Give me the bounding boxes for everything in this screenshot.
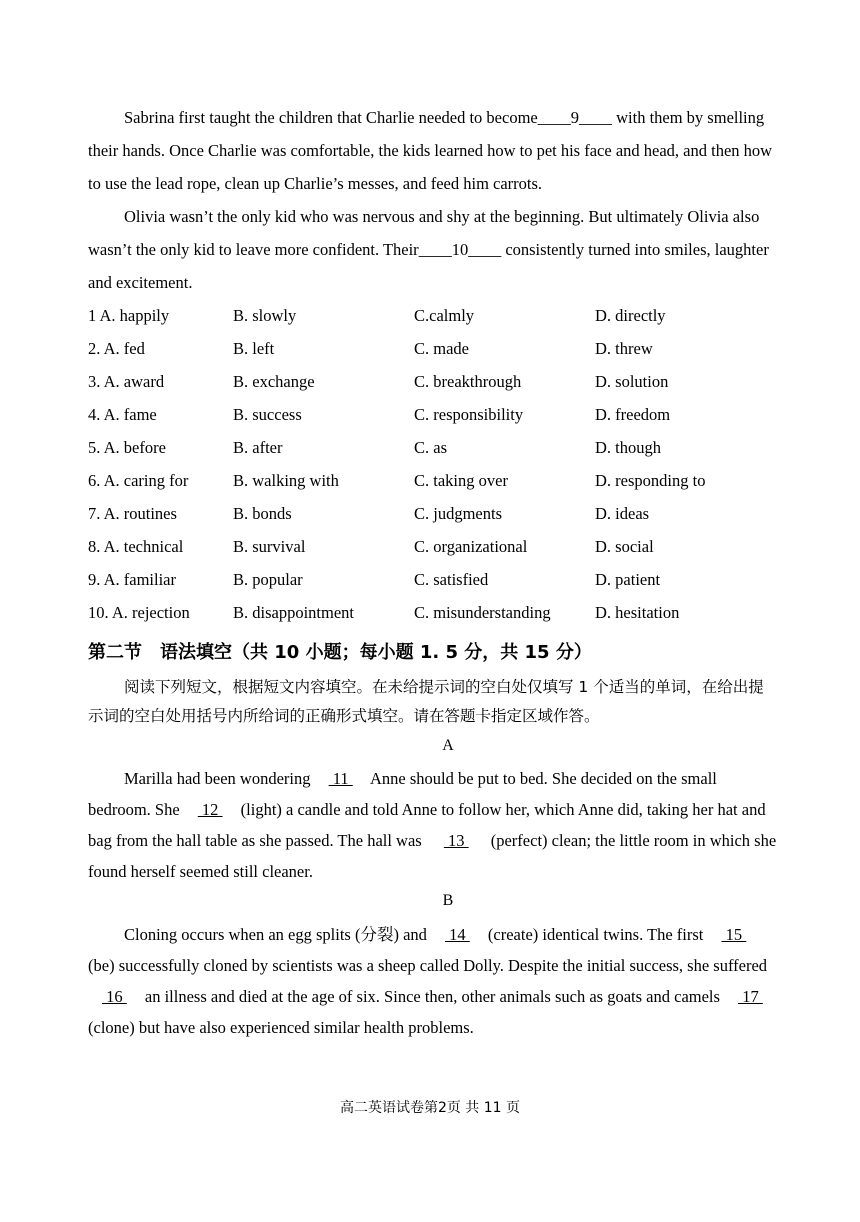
option-b: B. popular <box>233 570 303 589</box>
option-a: 1 A. happily <box>88 306 170 325</box>
passage-a-text-3: (light) a candle and told Anne to follow her, which Anne did, taking her hat and bag from the hall table as she passed. The hall was <box>88 800 766 850</box>
page-footer: 高二英语试卷第2页 共 11 页 <box>339 1100 521 1116</box>
passage-a-label: A <box>442 737 454 754</box>
option-row <box>88 365 788 398</box>
option-c: C. taking over <box>414 471 508 490</box>
option-row <box>88 596 788 629</box>
option-c: C. breakthrough <box>414 372 522 391</box>
option-a: 4. A. fame <box>88 405 157 424</box>
option-b: B. success <box>233 405 302 424</box>
option-a: 9. A. familiar <box>88 570 176 589</box>
option-d: D. responding to <box>595 471 706 490</box>
option-row <box>88 563 788 596</box>
option-row <box>88 398 788 431</box>
option-b: B. slowly <box>233 306 297 325</box>
option-c: C. responsibility <box>414 405 524 424</box>
option-b: B. after <box>233 438 283 457</box>
passage-b-text-2: (create) identical twins. The first <box>483 925 708 944</box>
option-d: D. threw <box>595 339 653 358</box>
passage-b-text-4: an illness and died at the age of six. Since then, other animals such as goats and camels <box>140 987 725 1006</box>
option-a: 3. A. award <box>88 372 165 391</box>
passage-b-label: B <box>442 892 454 909</box>
option-row <box>88 431 788 464</box>
option-d: D. hesitation <box>595 603 680 622</box>
option-b: B. exchange <box>233 372 315 391</box>
option-row <box>88 530 788 563</box>
blank-13: 13 <box>443 831 469 850</box>
passage-b-text <box>88 919 778 1043</box>
blank-10: ____10____ <box>418 240 502 259</box>
blank-16: 16 <box>102 987 127 1006</box>
answer-options-table <box>88 299 788 629</box>
option-a: 5. A. before <box>88 438 166 457</box>
option-b: B. left <box>233 339 275 358</box>
option-c: C. misunderstanding <box>414 603 551 622</box>
para2-text-after: consistently turned into smiles, laughter and excitement. <box>88 240 769 292</box>
passage-a-text-4: (perfect) clean; the little room in which she found herself seemed still cleaner. <box>88 831 777 881</box>
option-c: C. organizational <box>414 537 528 556</box>
option-b: B. bonds <box>233 504 292 523</box>
blank-17: 17 <box>738 987 763 1006</box>
option-b: B. survival <box>233 537 306 556</box>
para1-text-before: Sabrina first taught the children that Charlie needed to become <box>124 108 538 127</box>
para1-text-after: with them by smelling their hands. Once Charlie was comfortable, the kids learned how to pet his face and head, and then how to use the lead rope, clean up Charlie’s messes, and feed him carrots. <box>88 108 773 193</box>
passage-b-text-1: Cloning occurs when an egg splits (分裂) and <box>124 925 432 944</box>
option-b: B. disappointment <box>233 603 354 622</box>
option-d: D. patient <box>595 570 661 589</box>
option-row <box>88 299 788 332</box>
blank-9: ____9____ <box>537 108 612 127</box>
passage-b-text-3: (be) successfully cloned by scientists was a sheep called Dolly. Despite the initial success, she suffered <box>88 956 768 975</box>
section-instructions: 阅读下列短文，根据短文内容填空。在未给提示词的空白处仅填写 1 个适当的单词，在给出提示词的空白处用括号内所给词的正确形式填空。请在答题卡指定区域作答。 <box>88 678 764 725</box>
passage-b-text-5: (clone) but have also experienced similar health problems. <box>88 1018 474 1037</box>
blank-12: 12 <box>197 800 223 819</box>
section-heading: 第二节 语法填空（共 10 小题；每小题 1. 5 分，共 15 分） <box>88 642 592 663</box>
option-c: C. judgments <box>414 504 503 523</box>
blank-15: 15 <box>721 925 747 944</box>
option-a: 2. A. fed <box>88 339 145 358</box>
option-d: D. ideas <box>595 504 650 523</box>
option-a: 10. A. rejection <box>88 603 190 622</box>
option-c: C. satisfied <box>414 570 489 589</box>
option-a: 7. A. routines <box>88 504 177 523</box>
option-d: D. freedom <box>595 405 671 424</box>
blank-14: 14 <box>445 925 470 944</box>
option-c: C. as <box>414 438 447 457</box>
para2-text-before: Olivia wasn’t the only kid who was nervous and shy at the beginning. But ultimately Olivia also wasn’t the only kid to leave more confident. Their <box>88 207 760 259</box>
passage-paragraph-1 <box>88 101 774 200</box>
option-d: D. social <box>595 537 654 556</box>
option-b: B. walking with <box>233 471 339 490</box>
passage-a-text-2: Anne should be put to bed. She decided on the small bedroom. She <box>88 769 717 819</box>
option-d: D. though <box>595 438 661 457</box>
option-row <box>88 464 788 497</box>
option-c: C. made <box>414 339 469 358</box>
passage-a-text <box>88 763 778 887</box>
option-a: 6. A. caring for <box>88 471 189 490</box>
option-row <box>88 332 788 365</box>
option-a: 8. A. technical <box>88 537 184 556</box>
option-d: D. directly <box>595 306 666 325</box>
option-d: D. solution <box>595 372 669 391</box>
option-c: C.calmly <box>414 306 475 325</box>
passage-paragraph-2 <box>88 200 774 299</box>
passage-a-text-1: Marilla had been wondering <box>124 769 315 788</box>
blank-11: 11 <box>328 769 353 788</box>
option-row <box>88 497 788 530</box>
